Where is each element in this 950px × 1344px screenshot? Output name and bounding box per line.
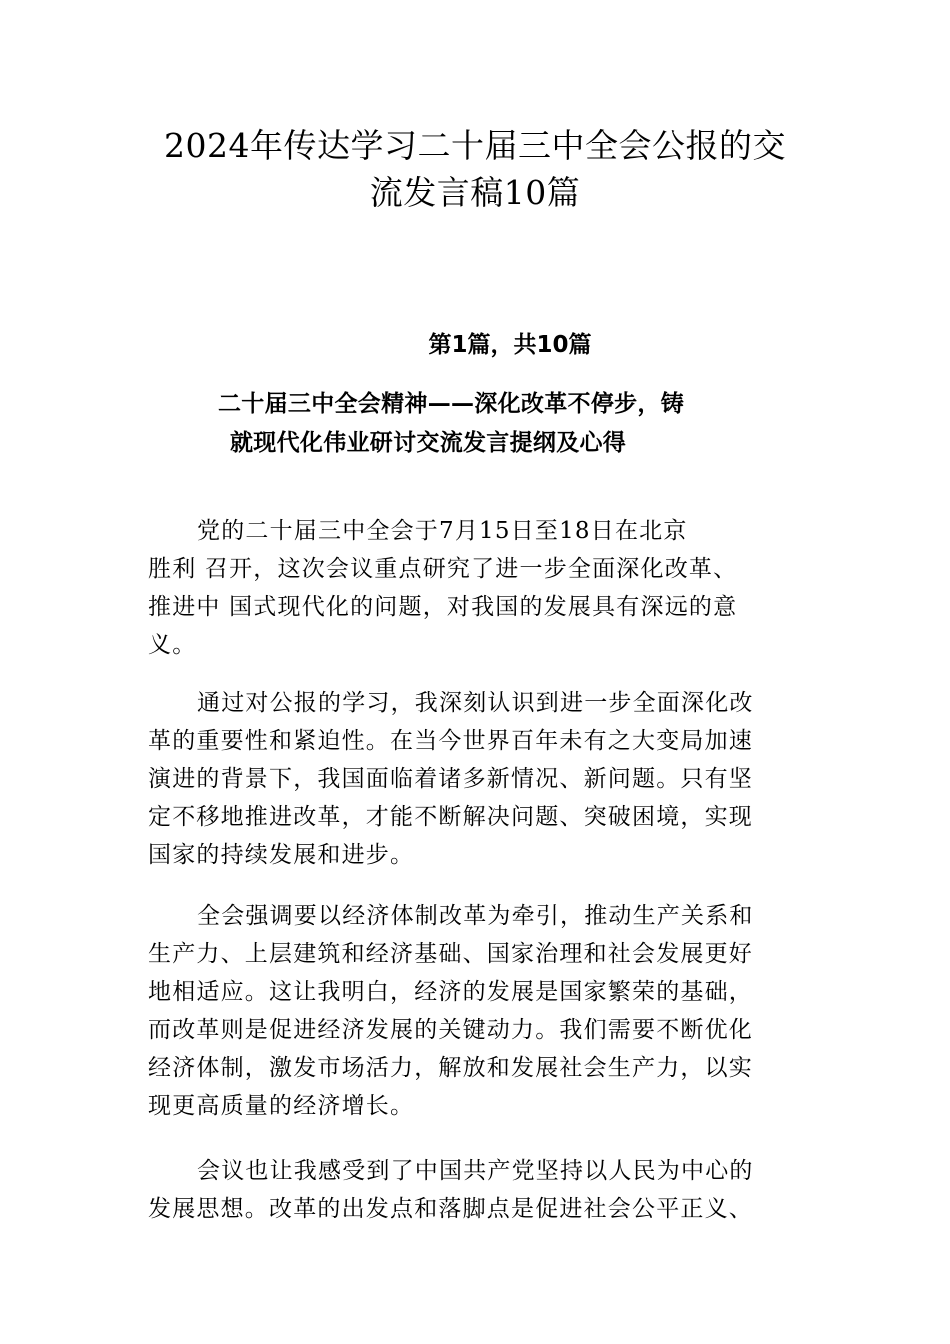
paragraph-line: 革的重要性和紧迫性。在当今世界百年未有之大变局加速: [148, 728, 753, 754]
section-subtitle: [200, 385, 820, 463]
paragraph-1: [148, 512, 808, 664]
paragraph-line: 而改革则是促进经济发展的关键动力。我们需要不断优化: [148, 1017, 753, 1043]
paragraph-line: 生产力、上层建筑和经济基础、国家治理和社会发展更好: [148, 941, 753, 967]
document-title: [110, 122, 840, 216]
paragraph-line: 地相适应。这让我明白，经济的发展是国家繁荣的基础，: [148, 979, 753, 1005]
title-line-2: 流发言稿10篇: [369, 173, 581, 212]
paragraph-line: 演进的背景下，我国面临着诸多新情况、新问题。只有坚: [148, 766, 753, 792]
part-label: 第1篇，共10篇: [428, 332, 592, 358]
subtitle-line-1: 二十届三中全会精神——深化改革不停步，铸: [218, 391, 684, 417]
paragraph-line: 推进中 国式现代化的问题，对我国的发展具有深远的意: [148, 594, 738, 620]
paragraph-4: [148, 1152, 808, 1228]
paragraph-line: 通过对公报的学习，我深刻认识到进一步全面深化改: [197, 690, 754, 716]
title-line-1: 2024年传达学习二十届三中全会公报的交: [164, 126, 786, 165]
paragraph-line: 现更高质量的经济增长。: [148, 1093, 415, 1119]
paragraph-line: 国家的持续发展和进步。: [148, 842, 415, 868]
paragraph-line: 胜利 召开，这次会议重点研究了进一步全面深化改革、: [148, 556, 738, 582]
paragraph-line: 全会强调要以经济体制改革为牵引，推动生产关系和: [197, 903, 754, 929]
paragraph-2: [148, 684, 808, 874]
subtitle-line-2: 就现代化伟业研讨交流发言提纲及心得: [230, 430, 627, 456]
paragraph-line: 定不移地推进改革，才能不断解决问题、突破困境，实现: [148, 804, 753, 830]
paragraph-3: [148, 897, 808, 1125]
paragraph-line: 发展思想。改革的出发点和落脚点是促进社会公平正义、: [148, 1196, 753, 1222]
paragraph-line: 义。: [148, 632, 197, 658]
paragraph-line: 会议也让我感受到了中国共产党坚持以人民为中心的: [197, 1158, 754, 1184]
paragraph-line: 经济体制，激发市场活力，解放和发展社会生产力，以实: [148, 1055, 753, 1081]
paragraph-line: 党的二十届三中全会于7月15日至18日在北京: [197, 518, 688, 544]
